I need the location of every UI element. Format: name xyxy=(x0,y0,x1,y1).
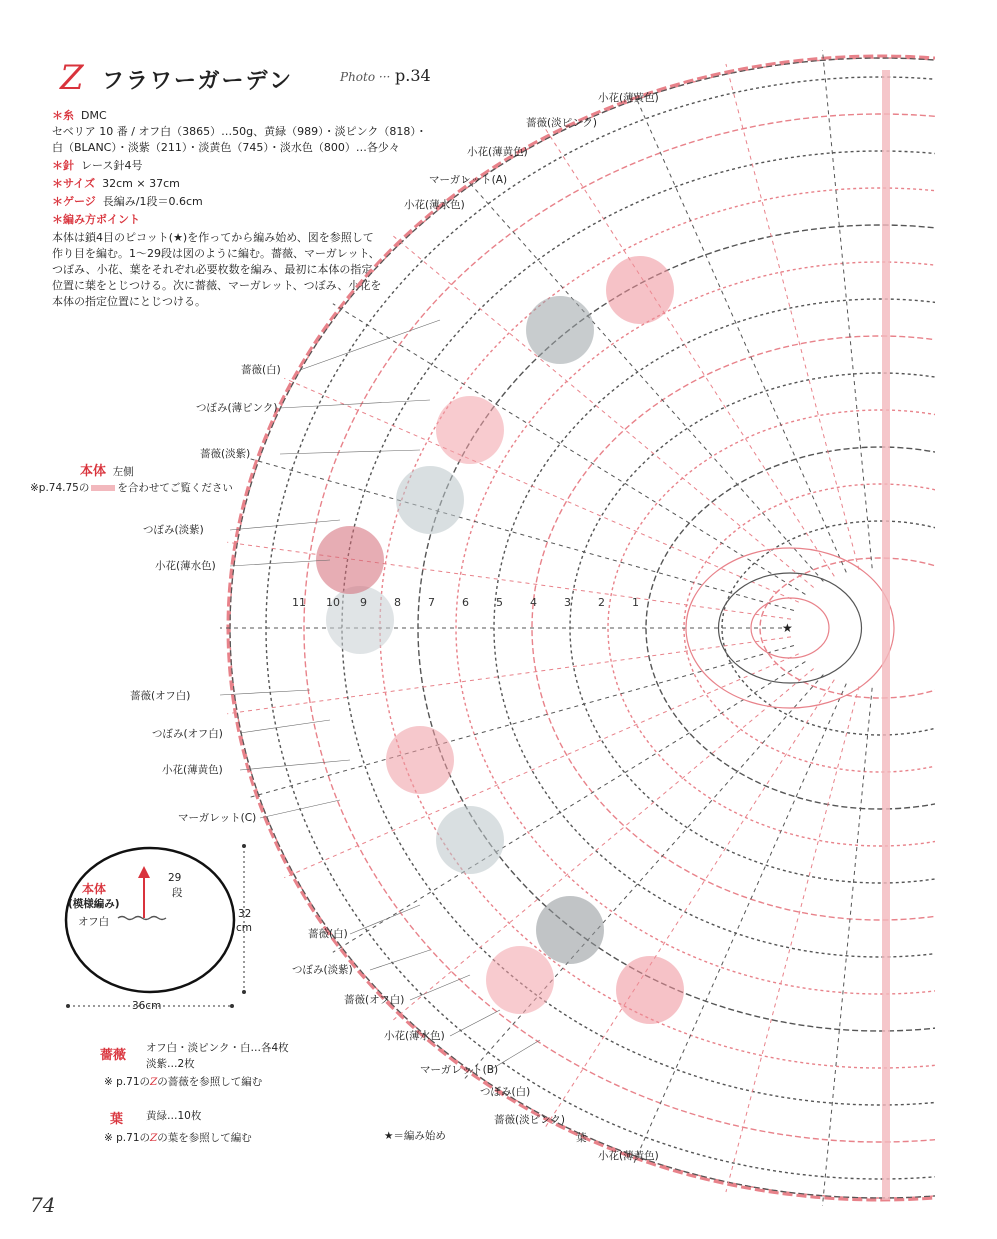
label-small-flower-yellow-top: 小花(薄黄色) xyxy=(598,92,659,104)
schematic-yarn: オフ白 xyxy=(78,916,110,928)
spoke-line xyxy=(822,688,872,1206)
label-rose-pink-bottom: 薔薇(淡ピンク) xyxy=(494,1114,565,1126)
leaf-title xyxy=(110,1108,123,1127)
row-number: 8 xyxy=(394,596,401,609)
label-marguerite-a: マーガレット(A) xyxy=(429,174,508,186)
spoke-line xyxy=(726,686,859,1192)
label-small-flower-yellow-bottom: 小花(薄黄色) xyxy=(598,1150,659,1162)
rose-line-1: オフ白・淡ピンク・白…各4枚 xyxy=(146,1042,289,1054)
leaf-ref-prefix: ※ p.71の xyxy=(104,1132,150,1144)
leader-line xyxy=(450,1010,500,1036)
label-small-flower-blue-bottom: 小花(薄水色) xyxy=(384,1030,445,1042)
label-rose-white-bottom: 薔薇(白) xyxy=(308,928,348,940)
flower-motif xyxy=(396,466,464,534)
row-number: 6 xyxy=(462,596,469,609)
schematic-rows: 29 xyxy=(168,872,182,884)
label-rose-white-left: 薔薇(白) xyxy=(241,364,281,376)
leader-line xyxy=(410,975,470,1000)
row-number: 3 xyxy=(564,596,571,609)
leader-line xyxy=(230,560,330,566)
row-number: 2 xyxy=(598,596,605,609)
schematic-title: 本体 xyxy=(82,882,107,896)
spoke-line xyxy=(465,177,824,581)
label-rose-lilac: 薔薇(淡紫) xyxy=(200,448,251,460)
leaf-ref xyxy=(104,1130,252,1145)
leaf-ref-suffix: の葉を参照して編む xyxy=(157,1132,252,1144)
pattern-letter-mark: Z xyxy=(60,58,84,98)
flower-motif xyxy=(486,946,554,1014)
leader-line xyxy=(370,950,430,970)
row-number: 5 xyxy=(496,596,503,609)
spoke-line xyxy=(633,684,847,1166)
page-number: 74 xyxy=(30,1193,56,1217)
flower-motif xyxy=(386,726,454,794)
leader-line xyxy=(350,905,420,934)
spoke-line xyxy=(249,646,794,798)
label-bud-white: つぼみ(白) xyxy=(480,1086,531,1098)
spoke-line xyxy=(633,90,847,572)
start-star-icon: ★ xyxy=(782,621,793,635)
flower-motif xyxy=(436,806,504,874)
label-small-flower-blue-left: 小花(薄水色) xyxy=(155,560,216,572)
body-side: 左側 xyxy=(112,466,134,478)
flower-motif xyxy=(616,956,684,1024)
row-number: 10 xyxy=(326,596,340,609)
photo-page-ref: p.34 xyxy=(395,66,431,85)
schematic-width: 36cm xyxy=(132,1000,162,1012)
label-bud-lilac-bottom: つぼみ(淡紫) xyxy=(292,964,353,976)
label-bud-offwhite: つぼみ(オフ白) xyxy=(152,728,223,740)
row-number: 7 xyxy=(428,596,435,609)
flower-motif xyxy=(436,396,504,464)
leader-line xyxy=(300,320,440,370)
label-bud-lilac-left: つぼみ(淡紫) xyxy=(143,524,204,536)
round-line xyxy=(380,188,997,1068)
rose-title xyxy=(100,1044,126,1063)
label-small-flower-blue-top: 小花(薄水色) xyxy=(404,199,465,211)
label-small-flower-yellow-left: 小花(薄黄色) xyxy=(162,764,223,776)
yarn-label: ＊糸 xyxy=(52,109,74,122)
schematic-height: 32 xyxy=(238,908,252,920)
size-label: ＊サイズ xyxy=(52,177,96,190)
label-marguerite-c: マーガレット(C) xyxy=(178,812,257,824)
row-number: 9 xyxy=(360,596,367,609)
flower-motif xyxy=(606,256,674,324)
yarn-line-2: 白（BLANC）・淡紫（211）・淡黄色（745）・淡水色（800）…各少々 xyxy=(52,141,400,154)
needle-value: レース針4号 xyxy=(81,159,143,172)
row-number: 4 xyxy=(530,596,537,609)
flower-motif xyxy=(526,296,594,364)
row-number: 11 xyxy=(292,596,306,609)
leaf-title-text: 葉 xyxy=(110,1112,124,1127)
gauge-label: ＊ゲージ xyxy=(52,195,96,208)
instructions-text: 本体は鎖4目のピコット(★)を作ってから編み始め、図を参照して作り目を編む。1～29段は図のように編む。薔薇、マーガレット、つぼみ、小花、葉をそれぞれ必要枚数を編み、最初に本体の指定位置に葉をとじつける。次に薔薇、マーガレット、つぼみ、小花を本体の指定位置にとじつける。 xyxy=(52,231,382,308)
rose-ref-mark: Z xyxy=(150,1076,158,1088)
rose-ref-prefix: ※ p.71の xyxy=(104,1076,150,1088)
point-label: ＊編み方ポイント xyxy=(52,213,140,226)
round-line xyxy=(760,558,997,698)
needle-label: ＊針 xyxy=(52,159,74,172)
spoke-line xyxy=(545,128,834,576)
label-rose-offwhite-left: 薔薇(オフ白) xyxy=(130,690,191,702)
flower-motif xyxy=(536,896,604,964)
leader-line xyxy=(230,520,340,530)
label-bud-pink: つぼみ(薄ピンク) xyxy=(196,402,278,414)
size-value: 32cm × 37cm xyxy=(102,177,180,190)
body-ref-suffix: を合わせてご覧ください xyxy=(117,482,233,494)
label-leaf: 葉 xyxy=(576,1132,587,1144)
rose-line-2: 淡紫…2枚 xyxy=(146,1058,195,1070)
schematic-subtitle: (模様編み) xyxy=(68,898,120,910)
body-ref-prefix: ※p.74.75の xyxy=(30,482,90,494)
leaf-line-1: 黄緑…10枚 xyxy=(146,1110,202,1122)
row-number: 1 xyxy=(632,596,639,609)
leader-line xyxy=(240,720,330,733)
spoke-line xyxy=(822,50,872,568)
photo-label: Photo ··· xyxy=(340,70,391,84)
body-title: 本体 xyxy=(80,464,107,479)
label-rose-offwhite-bottom: 薔薇(オフ白) xyxy=(344,994,405,1006)
page-title: フラワーガーデン xyxy=(102,69,294,94)
center-join-band xyxy=(882,70,890,1200)
spoke-line xyxy=(726,64,859,570)
pink-band-swatch xyxy=(91,485,115,491)
label-small-flower-yellow-2: 小花(薄黄色) xyxy=(467,146,528,158)
label-rose-pink-top: 薔薇(淡ピンク) xyxy=(526,117,597,129)
leaf-ref-mark: Z xyxy=(150,1132,158,1144)
body-ref-note xyxy=(30,480,233,495)
schematic-rows-unit: 段 xyxy=(172,887,183,899)
label-marguerite-b: マーガレット(B) xyxy=(420,1064,499,1076)
leader-line xyxy=(260,800,340,818)
gauge-value: 長編み/1段＝0.6cm xyxy=(102,195,203,208)
yarn-brand: DMC xyxy=(81,109,107,122)
leader-line xyxy=(280,400,430,408)
yarn-line-1: セベリア 10 番 / オフ白（3865）…50g、黄緑（989）・淡ピンク（818）・ xyxy=(52,125,427,138)
rose-ref xyxy=(104,1074,262,1089)
schematic-height-unit: cm xyxy=(236,922,253,934)
rose-ref-suffix: の薔薇を参照して編む xyxy=(157,1076,263,1088)
leader-line xyxy=(280,450,420,454)
rose-title-text: 薔薇 xyxy=(100,1048,127,1063)
start-legend: ★＝編み始め xyxy=(384,1130,446,1142)
leader-line xyxy=(240,760,350,770)
body-left-heading xyxy=(80,460,134,479)
round-line xyxy=(456,262,997,994)
